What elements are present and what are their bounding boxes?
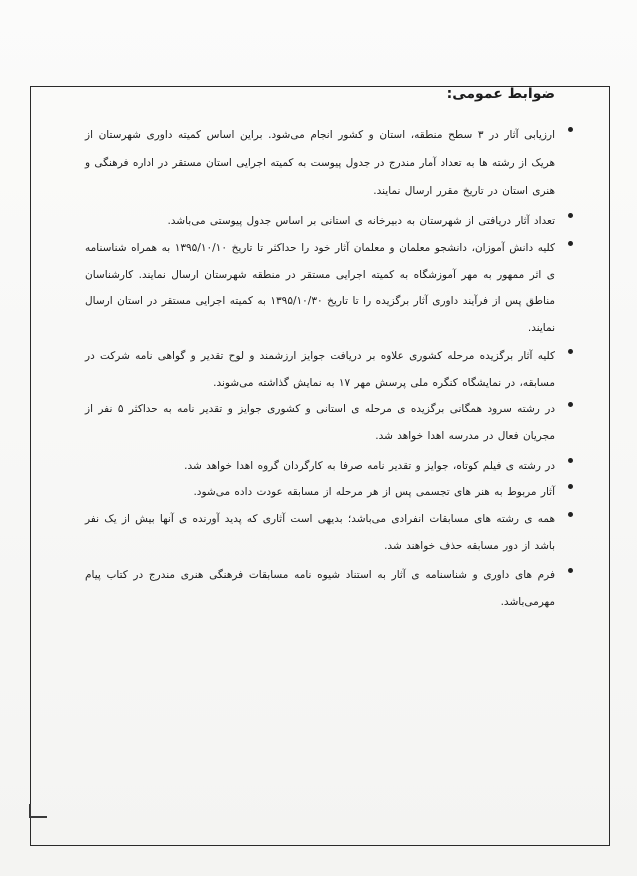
bullet-icon	[568, 349, 573, 354]
bullet-icon	[568, 402, 573, 407]
bullet-icon	[568, 568, 573, 573]
rule-text: در رشته ی فیلم کوتاه، جوایز و تقدیر نامه صرفا به کارگردان گروه اهدا خواهد شد.	[184, 460, 555, 472]
rule-text: در رشته سرود همگانی برگزیده ی مرحله ی استانی و کشوری جوایز و تقدیر نامه به حداکثر ۵ نفر از مجریان فعال در مدرسه اهدا خواهد شد.	[85, 403, 555, 442]
bullet-icon	[568, 213, 573, 218]
bullet-icon	[568, 512, 573, 517]
rule-text: آثار مربوط به هنر های تجسمی پس از هر مرحله از مسابقه عودت داده می‌شود.	[193, 486, 555, 498]
rule-item	[85, 478, 555, 506]
rule-item	[85, 207, 555, 235]
rule-item	[85, 506, 555, 560]
rule-item	[85, 396, 555, 450]
bullet-icon	[568, 458, 573, 463]
bullet-icon	[568, 241, 573, 246]
section-title: ضوابط عمومی:	[446, 86, 555, 102]
rule-text: کلیه دانش آموزان، دانشجو معلمان و معلمان آثار خود را حداکثر تا تاریخ ۱۳۹۵/۱۰/۱۰ به همراه شناسنامه ی اثر ممهور به مهر آموزشگاه به کمیته اجرایی مستقر در منطقه شهرستان ارسال نمایند. کارشناسان مناطق پس از فرآیند داوری آثار برگزیده را تا تاریخ ۱۳۹۵/۱۰/۳۰ به کمیته اجرایی مستقر در استان ارسال نمایند.	[85, 242, 556, 334]
rule-text: ارزیابی آثار در ۳ سطح منطقه، استان و کشور انجام می‌شود. براین اساس کمیته داوری شهرستان از هریک از رشته ها به تعداد آمار مندرج در جدول پیوست به کمیته اجرایی استان مستقر در اداره فرهنگی و هنری استان در تاریخ مقرر ارسال نمایند.	[85, 129, 555, 197]
rule-item	[85, 121, 555, 205]
frame-corner-mark	[29, 804, 47, 818]
rule-text: تعداد آثار دریافتی از شهرستان به دبیرخانه ی استانی بر اساس جدول پیوستی می‌باشد.	[167, 215, 555, 227]
bullet-icon	[568, 127, 573, 132]
rule-text: همه ی رشته های مسابقات انفرادی می‌باشد؛ بدیهی است آثاری که پدید آورنده ی آنها بیش از یک نفر باشد از دور مسابقه حذف خواهند شد.	[85, 513, 555, 552]
rule-item	[85, 235, 555, 341]
bullet-icon	[568, 484, 573, 489]
rule-text: کلیه آثار برگزیده مرحله کشوری علاوه بر دریافت جوایز ارزشمند و لوح تقدیر و گواهی نامه شرکت در مسابقه، در نمایشگاه کنگره ملی پرسش مهر ۱۷ به نمایش گذاشته می‌شوند.	[85, 350, 555, 389]
rule-item	[85, 562, 555, 616]
rule-item	[85, 343, 555, 397]
rule-text: فرم های داوری و شناسنامه ی آثار به استناد شیوه نامه مسابقات فرهنگی هنری مندرج در کتاب پیام مهرمی‌باشد.	[85, 569, 555, 608]
rule-item	[85, 452, 555, 480]
